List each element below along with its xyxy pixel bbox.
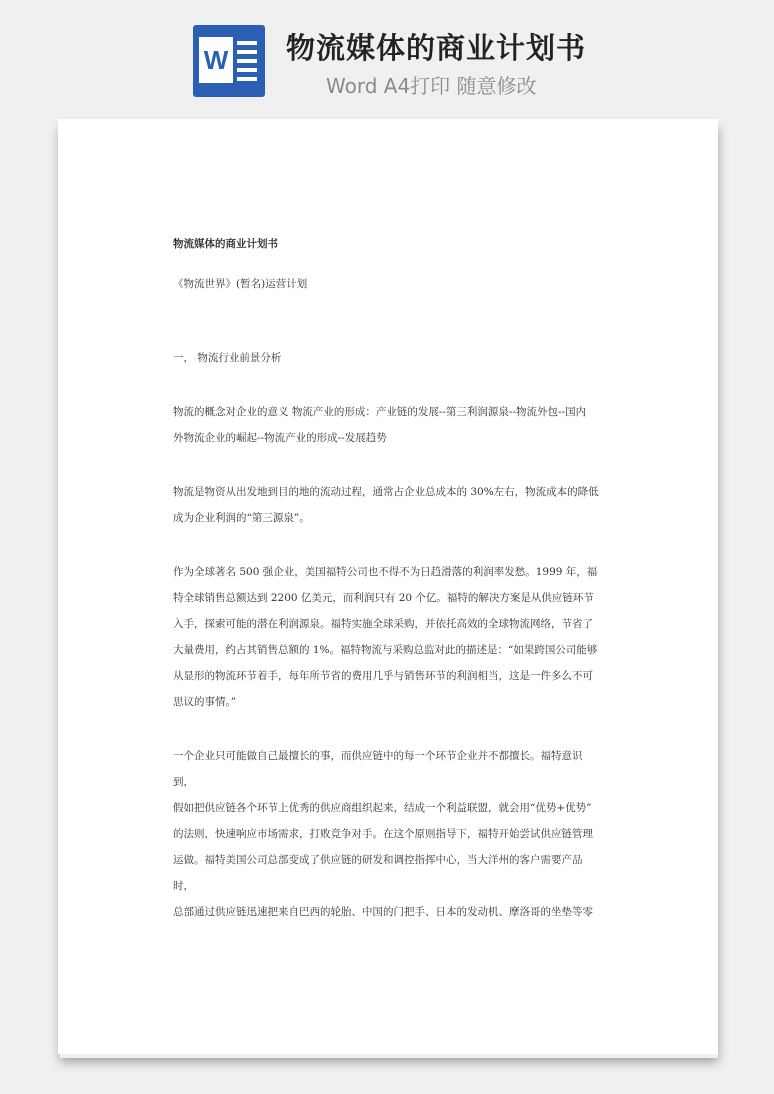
header-title: 物流媒体的商业计划书 (286, 31, 587, 65)
paragraph (173, 399, 603, 451)
paragraph-line: 一个企业只可能做自己最擅长的事，而供应链中的每一个环节企业并不都擅长。福特意识到， (173, 750, 583, 788)
paragraph (173, 559, 603, 715)
paragraph-line: 作为全球著名 500 强企业，美国福特公司也不得不为日趋滑落的利润率发愁。1999 年，福 (173, 566, 598, 578)
paragraph-line: 运做。福特美国公司总部变成了供应链的研发和调控指挥中心，当大洋州的客户需要产品时， (173, 854, 583, 892)
paragraph-line: 特全球销售总额达到 2200 亿美元，而利润只有 20 个亿。福特的解决方案是从供应链环节 (173, 592, 594, 604)
paragraph (173, 479, 603, 531)
section-heading: 一， 物流行业前景分析 (173, 352, 282, 364)
word-icon (193, 25, 265, 97)
header-subtitle: Word A4打印 随意修改 (326, 74, 537, 98)
paragraph-line: 假如把供应链各个环节上优秀的供应商组织起来，结成一个利益联盟，就会用“优势+优势” (173, 802, 592, 814)
document-title: 物流媒体的商业计划书 (173, 238, 278, 250)
paragraph-line: 从显形的物流环节着手，每年所节省的费用几乎与销售环节的利润相当，这是一件多么不可 (173, 670, 593, 682)
paragraph-line: 成为企业利润的“第三源泉”。 (173, 512, 310, 524)
paragraph-line: 物流的概念对企业的意义 物流产业的形成：产业链的发展--第三利润源泉--物流外包--国内 (173, 406, 587, 418)
paragraph-line: 物流是物资从出发地到目的地的流动过程，通常占企业总成本的 30%左右，物流成本的降低 (173, 486, 599, 498)
document-page (58, 119, 718, 1054)
paragraph-line: 入手，探索可能的潜在利润源泉。福特实施全球采购，并依托高效的全球物流网络，节省了 (173, 618, 593, 630)
paragraph-line: 大量费用，约占其销售总额的 1%。福特物流与采购总监对此的描述是：“如果跨国公司能够 (173, 644, 598, 656)
paragraph-line: 的法则，快速响应市场需求，打败竞争对手。在这个原则指导下，福特开始尝试供应链管理 (173, 828, 593, 840)
word-icon-lines (237, 41, 257, 86)
paragraph-line: 总部通过供应链迅速把来自巴西的轮胎、中国的门把手、日本的发动机、摩洛哥的坐垫等零 (173, 906, 593, 918)
paragraph-line: 思议的事情。” (173, 696, 237, 708)
document-content (173, 231, 603, 925)
paragraph-line: 外物流企业的崛起--物流产业的形成--发展趋势 (173, 432, 387, 444)
header (0, 0, 774, 110)
document-subtitle: 《物流世界》(暂名)运营计划 (173, 278, 308, 290)
paragraph (173, 743, 603, 925)
word-icon-letter: W (199, 37, 233, 83)
